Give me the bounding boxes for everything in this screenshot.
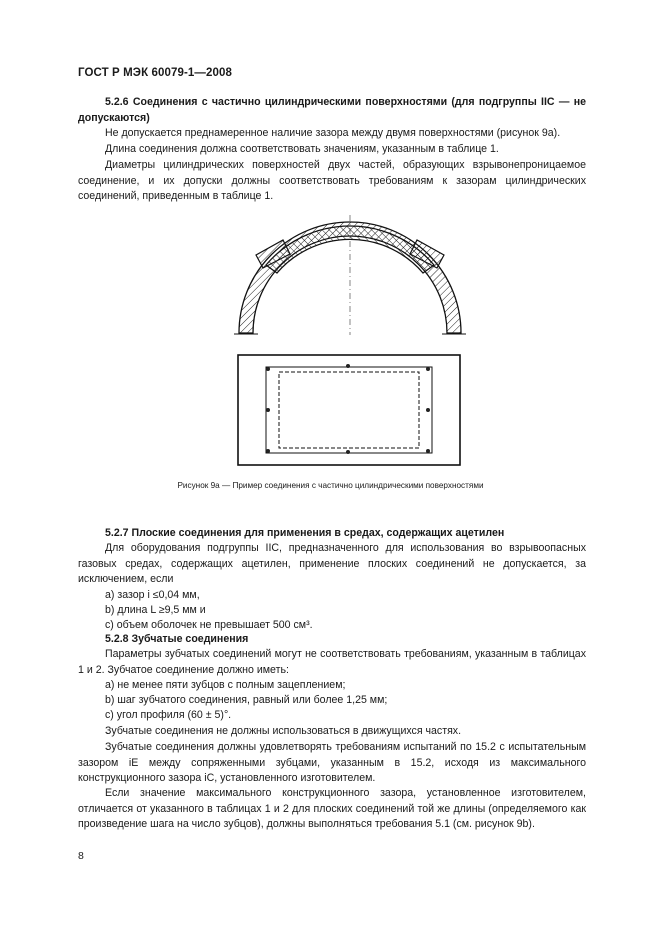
page-number: 8 — [78, 850, 84, 862]
paragraph: Диаметры цилиндрических поверхностей двух частей, образующих взрывонепроницаемое соединение, и их допуски должны соответствовать требованиям к зазорам цилиндрических соединений, приведенным в таблице 1. — [78, 159, 586, 203]
section-title: Зубчатые соединения — [131, 633, 249, 645]
paragraph: Для оборудования подгруппы IIC, предназначенного для использования во взрывоопасных газовых средах, содержащих ацетилен, применение плоских соединений не допускается, за исключением, если — [78, 542, 586, 586]
paragraph: Не допускается преднамеренное наличие зазора между двумя поверхностями (рисунок 9а). — [105, 127, 561, 139]
paragraph: Если значение максимального конструкционного зазора, установленное изготовителем, отличается от указанного в таблицах 1 и 2 для плоских соединений той же длины (определяемого как произведение шага на число зубцов), должны выполняться требования 5.1 (см. рисунок 9b). — [78, 787, 586, 831]
figure-caption: Рисунок 9а — Пример соединения с частично цилиндрическими поверхностями — [177, 481, 484, 490]
section-number: 5.2.6 — [105, 96, 129, 108]
section-5-2-7-heading — [78, 526, 586, 542]
list-item: a) зазор i ≤0,04 мм, — [105, 589, 200, 601]
paragraph: Зубчатые соединения не должны использоваться в движущихся частях. — [105, 725, 462, 737]
list-item: a) не менее пяти зубцов с полным зацеплением; — [105, 679, 346, 691]
plan-inner-opening — [279, 372, 419, 448]
section-number: 5.2.7 — [105, 527, 129, 539]
list-item: c) угол профиля (60 ± 5)°. — [105, 709, 232, 721]
document-header: ГОСТ Р МЭК 60079-1—2008 — [78, 67, 232, 79]
paragraph: Параметры зубчатых соединений могут не соответствовать требованиям, указанным в таблицах 1 и 2. Зубчатое соединение должно иметь: — [78, 648, 586, 676]
plan-bolts — [266, 364, 430, 454]
section-number: 5.2.8 — [105, 633, 129, 645]
list-item: c) объем оболочек не превышает 500 см³. — [105, 619, 313, 631]
paragraph: Длина соединения должна соответствовать значениям, указанным в таблице 1. — [105, 143, 499, 155]
plan-flange — [266, 367, 432, 453]
list-item: b) длина L ≥9,5 мм и — [105, 604, 206, 616]
paragraph: Зубчатые соединения должны удовлетворять требованиям испытаний по 15.2 с испытательным зазором iE между сопряженными зубцами, указанным в 15.2, исходя из максимального конструкционного зазора iC, установленного изготовителем. — [78, 741, 586, 785]
section-5-2-8-heading — [78, 632, 586, 648]
section-title: Соединения с частично цилиндрическими поверхностями (для подгруппы IIC — не допускаются) — [78, 96, 587, 124]
list-item: b) шаг зубчатого соединения, равный или более 1,25 мм; — [105, 694, 388, 706]
section-title: Плоские соединения для применения в средах, содержащих ацетилен — [131, 527, 505, 539]
